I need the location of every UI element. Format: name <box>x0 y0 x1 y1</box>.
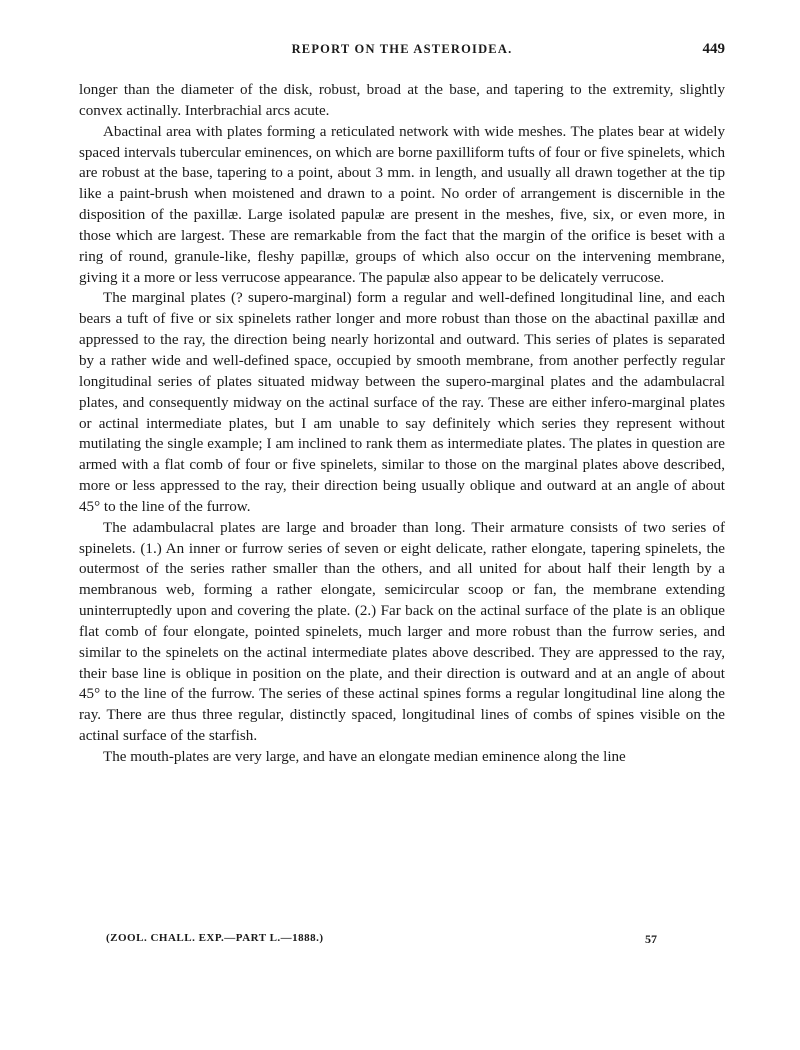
signature-mark: 57 <box>645 932 657 946</box>
page-header <box>79 42 725 62</box>
footer-note: (ZOOL. CHALL. EXP.—PART L.—1888.) <box>106 932 324 944</box>
paragraph-marginal-plates: The marginal plates (? supero-marginal) form a regular and well-defined longitudinal line, and each bears a tuft of five or six spinelets rather longer and more robust than those on the abactinal paxillæ and appressed to the ray, the direction being nearly horizontal and outward. This series of plates is separated by a rather wide and well-defined space, occupied by smooth membrane, from another perfectly regular longitudinal series of plates situated midway between the supero-marginal plates and the adambulacral plates, and consequently midway on the actinal surface of the ray. These are either infero-marginal plates or actinal intermediate plates, but I am unable to say definitely which series they represent without mutilating the single example; I am inclined to rank them as intermediate plates. The plates in question are armed with a flat comb of four or five spinelets, similar to those on the marginal plates above described, more or less appressed to the ray, their direction being usually oblique and outward at an angle of about 45° to the line of the furrow. <box>79 290 725 515</box>
paragraph-continued: longer than the diameter of the disk, robust, broad at the base, and tapering to the extremity, slightly convex actinally. Interbrachial arcs acute. <box>79 82 725 119</box>
paragraph-adambulacral-plates: The adambulacral plates are large and broader than long. Their armature consists of two series of spinelets. (1.) An inner or furrow series of seven or eight delicate, rather elongate, tapering spinelets, the outermost of the series rather smaller than the others, and all united for about half their length by a membranous web, forming a rather elongate, semicircular scoop or fan, the membrane extending uninterruptedly upon and covering the plate. (2.) Far back on the actinal surface of the plate is an oblique flat comb of four elongate, pointed spinelets, much larger and more robust than the furrow series, and similar to the spinelets on the actinal intermediate plates above described. They are appressed to the ray, their base line is oblique in position on the plate, and their direction is outward and at an angle of about 45° to the line of the furrow. The series of these actinal spines forms a regular longitudinal line along the ray. There are thus three regular, distinctly spaced, longitudinal lines of combs of spines visible on the actinal surface of the starfish. <box>79 519 725 745</box>
body-text <box>79 80 725 768</box>
running-title: REPORT ON THE ASTEROIDEA. <box>291 42 513 56</box>
page-footer <box>79 932 725 948</box>
page-number: 449 <box>702 41 725 57</box>
paragraph-mouth-plates: The mouth-plates are very large, and have an elongate median eminence along the line <box>103 749 626 765</box>
paragraph-abactinal-area: Abactinal area with plates forming a reticulated network with wide meshes. The plates bear at widely spaced intervals tubercular eminences, on which are borne paxilliform tufts of four or five spinelets, which are robust at the base, tapering to a point, about 3 mm. in length, and usually all drawn together at the tip like a paint-brush when moistened and drawn to a point. No order of arrangement is discernible in the disposition of the paxillæ. Large isolated papulæ are present in the meshes, five, six, or even more, in those which are largest. These are remarkable from the fact that the margin of the orifice is beset with a ring of round, granule-like, fleshy papillæ, groups of which also occur on the intervening membrane, giving it a more or less verrucose appearance. The papulæ also appear to be delicately verrucose. <box>79 123 725 286</box>
